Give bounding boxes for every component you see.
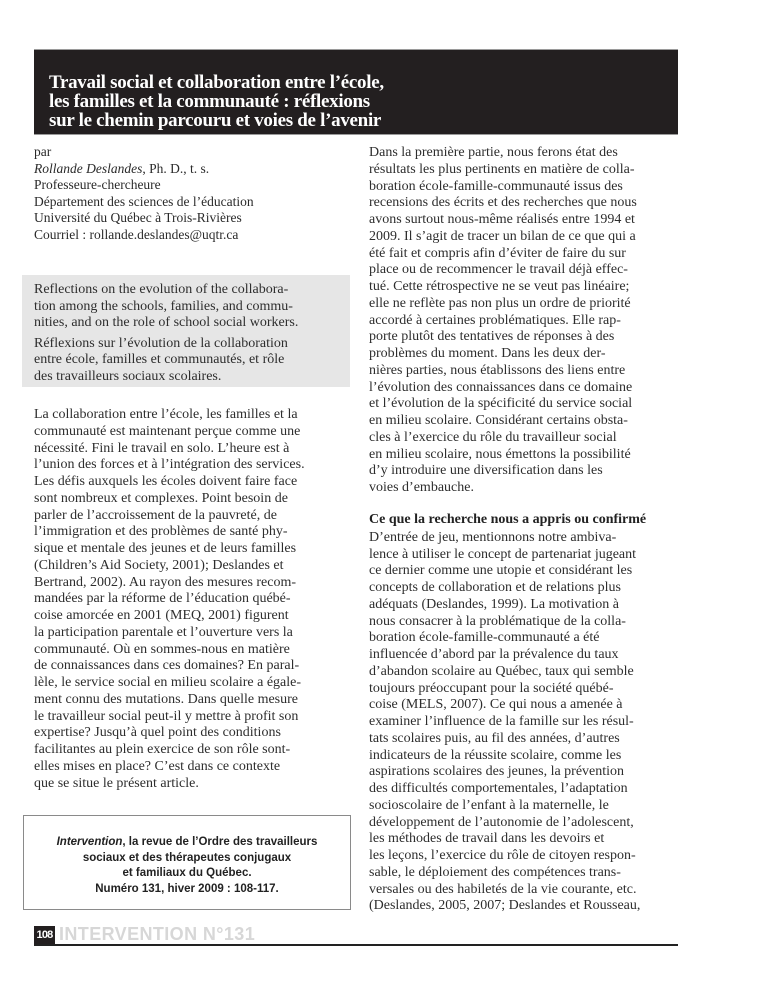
text-line: problèmes du moment. Dans les deux der- [369, 346, 606, 361]
section-heading: Ce que la recherche nous a appris ou confirmé [369, 511, 647, 527]
text-line: Bertrand, 2002). Au rayon des mesures recom- [34, 574, 297, 590]
text-line: le travailleur social peut-il y mettre à profit son [34, 708, 299, 724]
paragraph-research [369, 530, 681, 915]
footer-rule [34, 944, 678, 946]
text-line: recensions des écrits et des recherches que nous [369, 195, 637, 211]
abstract-line: Réflexions sur l’évolution de la collaboration [34, 335, 288, 351]
text-line: que se situe le présent article. [34, 775, 199, 791]
text-line: sique et mentale des jeunes et de leurs familles [34, 541, 297, 556]
text-line: aspirations scolaires des jeunes, la prévention [369, 764, 625, 780]
text-line: l’immigration et des problèmes de santé phy- [34, 524, 288, 540]
intro-paragraph [34, 407, 352, 792]
text-line: voies d’embauche. [369, 480, 474, 495]
text-line: communauté. Où en sommes-nous en matière [34, 641, 290, 657]
citation-line: sociaux et des thérapeutes conjugaux [82, 851, 292, 864]
author-department: Département des sciences de l’éducation [34, 193, 254, 209]
byline-par: par [34, 144, 52, 159]
article-title [49, 73, 384, 130]
text-line: parler de l’accroissement de la pauvreté, de [34, 507, 277, 523]
text-line: les méthodes de travail dans les devoirs et [369, 831, 605, 847]
text-line: communauté est maintenant perçue comme une [34, 423, 301, 439]
abstract-line: des travailleurs sociaux scolaires. [34, 368, 222, 384]
author-name-line [34, 161, 350, 178]
author-email: Courriel : rollande.deslandes@uqtr.ca [34, 226, 239, 242]
right-column [369, 145, 681, 915]
text-line: en milieu scolaire, nous émettons la possibilité [369, 446, 631, 462]
title-banner [34, 49, 678, 135]
text-line: boration école-famille-communauté issus des [369, 178, 623, 194]
text-line: et l’évolution de la spécificité du service social [369, 396, 633, 412]
text-line: (Children’s Aid Society, 2001); Deslandes et [34, 557, 284, 573]
abstract-english [34, 282, 344, 332]
citation-line: Numéro 131, hiver 2009 : 108-117. [95, 882, 279, 895]
citation-text: , la revue de l’Ordre des travailleurs [122, 836, 318, 848]
text-line: Les défis auxquels les écoles doivent faire face [34, 474, 298, 489]
text-line: les leçons, l’exercice du rôle de citoyen respon- [369, 848, 636, 863]
text-line: développement de l’autonomie de l’adolescent, [369, 814, 634, 830]
text-line: d’abandon scolaire au Québec, taux qui semble [369, 663, 634, 679]
page-footer [34, 926, 678, 946]
author-byline [34, 144, 350, 244]
text-line: versales ou des habiletés de la vie courante, etc. [369, 881, 637, 897]
text-line: concepts de collaboration et de relations plus [369, 580, 621, 595]
title-line: les familles et la communauté : réflexions [49, 91, 370, 112]
text-line: d’y introduire une diversification dans les [369, 463, 603, 479]
text-line: 2009. Il s’agit de tracer un bilan de ce que qui a [369, 228, 636, 244]
text-line: accordé à certaines problématiques. Elle rap- [369, 312, 621, 328]
text-line: D’entrée de jeu, mentionnons notre ambiva- [369, 529, 617, 545]
paragraph-overview [369, 145, 681, 497]
text-line: lèle, le service social en milieu scolaire a égale- [34, 675, 302, 690]
text-line: examiner l’influence de la famille sur les résul- [369, 714, 634, 729]
text-line: lence à utiliser le concept de partenariat jugeant [369, 546, 637, 562]
text-line: la participation parentale et l’ouverture vers la [34, 624, 293, 640]
text-line: indicateurs de la réussite scolaire, comme les [369, 747, 622, 763]
author-name: Rollande Deslandes [34, 160, 143, 176]
author-credentials: , Ph. D., t. s. [142, 160, 210, 176]
text-line: sont nombreux et complexes. Point besoin de [34, 490, 288, 506]
text-line: socioscolaire de l’enfant à la maternelle, le [369, 797, 609, 813]
page-number: 108 [34, 926, 55, 945]
text-line: influencée d’abord par la prévalence du taux [369, 647, 619, 662]
text-line: été fait et compris afin d’éviter de faire du sur [369, 245, 626, 261]
text-line: elle ne reflète pas non plus un ordre de priorité [369, 295, 631, 311]
journal-issue-label: INTERVENTION N°131 [59, 924, 256, 944]
text-line: toujours préoccupant pour la société québé- [369, 680, 614, 696]
text-line: expertise? Jusqu’à quel point des conditions [34, 725, 281, 741]
title-line: sur le chemin parcouru et voies de l’avenir [49, 110, 382, 131]
text-line: boration école-famille-communauté a été [369, 630, 600, 646]
citation-box [23, 815, 351, 910]
abstract-box [22, 275, 350, 387]
abstract-line: entre école, familles et communautés, et rôle [34, 352, 285, 368]
abstract-french [34, 336, 344, 386]
text-line: de connaissances dans ces domaines? En paral- [34, 658, 300, 674]
text-line: l’union des forces et à l’intégration des services. [34, 457, 305, 473]
citation-line [24, 835, 350, 851]
text-line: (Deslandes, 2005, 2007; Deslandes et Rousseau, [369, 898, 641, 914]
text-line: avons surtout nous-même réalisés entre 1994 et [369, 212, 635, 227]
text-line: tats scolaires puis, au fil des années, d’autres [369, 730, 620, 746]
text-line: mandées par la réforme de l’éducation québé- [34, 591, 291, 607]
text-line: sable, le déploiement des compétences trans- [369, 864, 621, 880]
text-line: facilitantes au plein exercice de son rôle sont- [34, 742, 291, 757]
journal-name: Intervention [56, 836, 123, 848]
text-line: l’évolution des connaissances dans ce domaine [369, 379, 633, 395]
text-line: coise amorcée en 2001 (MEQ, 2001) figurent [34, 608, 289, 623]
text-line: Dans la première partie, nous ferons état des [369, 145, 618, 160]
abstract-line: Reflections on the evolution of the collabora- [34, 282, 289, 297]
text-line: nous consacrer à la problématique de la colla- [369, 613, 626, 629]
author-position: Professeure-chercheure [34, 177, 161, 193]
text-line: des difficultés comportementales, l’adaptation [369, 781, 628, 796]
title-line: Travail social et collaboration entre l’école, [49, 72, 384, 93]
abstract-line: nities, and on the role of school social workers. [34, 315, 299, 331]
text-line: tué. Cette rétrospective ne se veut pas linéaire; [369, 279, 630, 294]
text-line: porte plutôt des tentatives de réponses à des [369, 329, 615, 345]
author-university: Université du Québec à Trois-Rivières [34, 210, 242, 226]
text-line: place ou de recommencer le travail déjà effec- [369, 262, 628, 278]
text-line: résultats les plus pertinents en matière de colla- [369, 161, 635, 177]
text-line: La collaboration entre l’école, les familles et la [34, 407, 298, 422]
text-line: en milieu scolaire. Considérant certains obsta- [369, 413, 628, 428]
text-line: coise (MELS, 2007). Ce qui nous a amenée à [369, 697, 623, 713]
text-line: ce dernier comme une utopie et considérant les [369, 563, 633, 579]
text-line: adéquats (Deslandes, 1999). La motivation à [369, 596, 619, 612]
text-line: elles mises en place? C’est dans ce contexte [34, 758, 281, 774]
citation-line: et familiaux du Québec. [122, 867, 252, 879]
text-line: nières parties, nous établissons des liens entre [369, 362, 626, 378]
abstract-line: tion among the schools, families, and commu- [34, 298, 293, 314]
text-line: ment connu des mutations. Dans quelle mesure [34, 691, 298, 707]
text-line: nécessité. Fini le travail en solo. L’heure est à [34, 440, 290, 456]
text-line: cles à l’exercice du rôle du travailleur social [369, 429, 617, 445]
